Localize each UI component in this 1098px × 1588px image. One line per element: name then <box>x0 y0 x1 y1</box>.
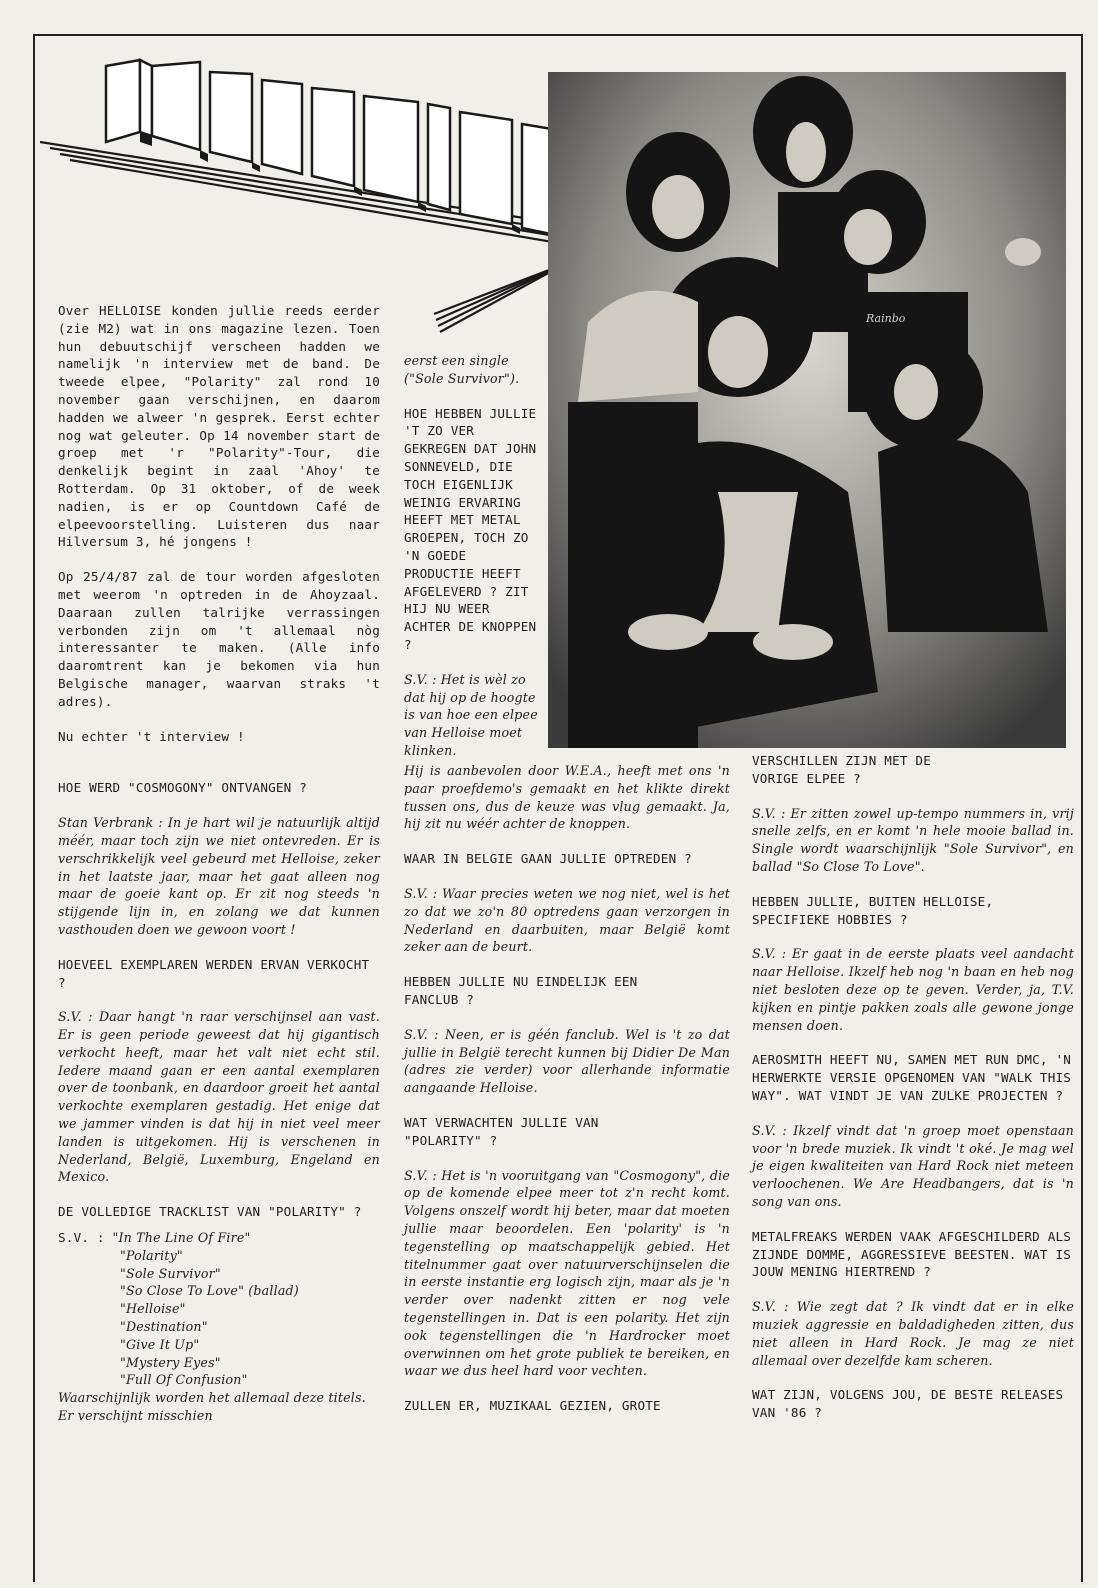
intro-paragraph: Op 25/4/87 zal de tour worden afgesloten met weerom 'n optreden in de Ahoyzaal. Daaraan zullen talrijke verrassingen verbonden zijn om 't allemaal nòg interessanter te maken. (Alle info daaromtrent kan je bekomen via hun Belgische manager, waarvan straks 't adres). <box>58 569 380 709</box>
answer: S.V. : Daar hangt 'n raar verschijnsel aan vast. Er is geen periode geweest dat hij gigantisch verkocht heeft, maar het valt niet echt stil. Iedere maand gaan er een aantal exemplaren over de toonbank, en daardoor groeit het aantal verkochte exemplaren gestadig. Het enige dat we jammer vinden is dat hij in niet veel meer landen is uitgekomen. Hij is verschenen in Nederland, België, Luxemburg, Engeland en Mexico. <box>58 1009 380 1185</box>
intro-paragraph: Over HELLOISE konden jullie reeds eerder (zie M2) wat in ons magazine lezen. Toen hun debuutschijf verscheen hadden we namelijk 'n interview met de band. De tweede elpee, "Polarity" zal rond 10 november gaan verschijnen, en daarom hadden we alweer 'n gesprek. Eerst echter nog wat geleuter. Op 14 november start de groep met 'r "Polarity"-Tour, die denkelijk begint in zaal 'Ahoy' te Rotterdam. Op 31 oktober, of de week nadien, is er op Countdown Café de elpeevoorstelling. Luisteren dus naar Hilversum 3, hé jongens ! <box>58 303 380 550</box>
shirt-text: Rainbo <box>866 312 906 325</box>
question: WAAR IN BELGIE GAAN JULLIE OPTREDEN ? <box>404 851 692 867</box>
question: HEBBEN JULLIE NU EINDELIJK EEN FANCLUB ? <box>404 974 638 1007</box>
answer: S.V. : Waar precies weten we nog niet, wel is het zo dat we zo'n 80 optredens gaan verzorgen in Nederland en daarbuiten, maar België komt zeker aan de beurt. <box>404 885 730 955</box>
answer: Hij is aanbevolen door W.E.A., heeft met ons 'n paar proefdemo's gemaakt en het klikte direkt tussen ons, dus de keuze was vlug gemaakt. Ja, hij zit nu wéér achter de knoppen. <box>404 763 730 832</box>
question: WAT ZIJN, VOLGENS JOU, DE BESTE RELEASES VAN '86 ? <box>752 1387 1064 1421</box>
track-item: "Give It Up" <box>120 1336 200 1352</box>
helloise-logo <box>40 52 625 342</box>
question: AEROSMITH HEEFT NU, SAMEN MET RUN DMC, 'N HERWERKTE VERSIE OPGENOMEN VAN "WALK THIS WAY". WAT VINDT JE VAN ZULKE PROJECTEN ? <box>752 1052 1072 1103</box>
answer: Stan Verbrank : In je hart wil je natuurlijk altijd méér, maar toch zijn we niet ontevreden. Er is verschrikkelijk veel gebeurd met Helloise, zeker in het laatste jaar, maar het gaat alleen nog maar de goeie kant op. Er zit nog steeds 'n stijgende lijn in, en zolang we dat kunnen vasthouden doen we gewoon voort ! <box>58 815 380 937</box>
answer: S.V. : Wie zegt dat ? Ik vindt dat er in elke muziek aggressie en baldadigheden zitten, dus niet alleen in Hard Rock. Je mag ze niet allemaal over dezelfde kam scheren. <box>752 1299 1074 1368</box>
track-item: "Helloise" <box>120 1301 186 1317</box>
answer: S.V. : Er gaat in de eerste plaats veel aandacht naar Helloise. Ikzelf heb nog 'n baan en heb nog niet besloten deze op te geven. Verder, ja, T.V. kijken en pintje pakken zoals alle gewone jonge mensen doen. <box>752 946 1074 1033</box>
column-middle-narrow <box>404 352 542 760</box>
question: METALFREAKS WERDEN VAAK AFGESCHILDERD ALS ZIJNDE DOMME, AGGRESSIEVE BEESTEN. WAT IS JOUW MENING HIERTREND ? <box>752 1228 1072 1280</box>
track-item: "Mystery Eyes" <box>120 1354 221 1370</box>
track-item: "So Close To Love" (ballad) <box>120 1283 299 1299</box>
tracklist <box>58 1229 380 1389</box>
answer: S.V. : Het is wèl zo dat hij op de hoogte is van hoe een elpee van Helloise moet klinken. <box>404 671 538 758</box>
question: ZULLEN ER, MUZIKAAL GEZIEN, GROTE <box>404 1398 661 1414</box>
column-left <box>58 302 380 1442</box>
track-item: "Polarity" <box>120 1247 183 1263</box>
track-item: S.V. : "In The Line Of Fire" <box>58 1230 251 1246</box>
answer: S.V. : Het is 'n vooruitgang van "Cosmogony", die op de komende elpee meer tot z'n recht komt. Volgens onszelf wordt hij beter, maar dat moeten jullie maar beoordelen. Een 'polarity' is 'n tegenstelling op maatschappelijk gebied. Het titelnummer gaat over natuurverschijnselen die in eerste instantie erg logisch zijn, maar als je 'n verder over nadenkt zitten er nog vele tegenstellingen in. Dat is een polarity. Het zijn ook tegenstellingen die 'n Hardrocker moet overwinnen om het grote publiek te bereiken, en waar we dus heel hard voor vechten. <box>404 1167 730 1379</box>
track-item: "Full Of Confusion" <box>120 1372 248 1388</box>
question: VERSCHILLEN ZIJN MET DE VORIGE ELPEE ? <box>752 753 931 786</box>
track-item: "Sole Survivor" <box>120 1265 221 1281</box>
question: DE VOLLEDIGE TRACKLIST VAN "POLARITY" ? <box>58 1204 362 1220</box>
answer: S.V. : Neen, er is géén fanclub. Wel is 't zo dat jullie in België terecht kunnen bij Didier De Man (adres zie verder) voor allerhande informatie aangaande Helloise. <box>404 1026 730 1096</box>
question: HOE WERD "COSMOGONY" ONTVANGEN ? <box>58 780 308 796</box>
band-photo <box>548 72 1066 748</box>
answer: S.V. : Er zitten zowel up-tempo nummers in, vrij snelle zelfs, en er komt 'n hele mooie ballad in. Single wordt waarschijnlijk "Sole Survivor", en ballad "So Close To Love". <box>752 805 1074 874</box>
answer: Waarschijnlijk worden het allemaal deze titels. Er verschijnt misschien <box>58 1390 366 1424</box>
question: WAT VERWACHTEN JULLIE VAN "POLARITY" ? <box>404 1114 599 1148</box>
track-item: "Destination" <box>120 1319 208 1335</box>
intro-paragraph: Nu echter 't interview ! <box>58 728 245 744</box>
question: HEBBEN JULLIE, BUITEN HELLOISE, SPECIFIEKE HOBBIES ? <box>752 893 994 927</box>
answer: S.V. : Ikzelf vindt dat 'n groep moet openstaan voor 'n brede muziek. Ik vindt 't oké. Je mag wel je eigen kwaliteiten van Hard Rock niet meteen verloochenen. We Are Headbangers, dat is 'n song van ons. <box>752 1122 1074 1209</box>
answer-continued: eerst een single ("Sole Survivor"). <box>404 353 520 386</box>
question: HOEVEEL EXEMPLAREN WERDEN ERVAN VERKOCHT ? <box>58 956 370 990</box>
column-middle <box>404 762 730 1432</box>
question: HOE HEBBEN JULLIE 'T ZO VER GEKREGEN DAT JOHN SONNEVELD, DIE TOCH EIGENLIJK WEINIG ERVARING HEEFT MET METAL GROEPEN, TOCH ZO 'N GOEDE PRODUCTIE HEEFT AFGELEVERD ? ZIT HIJ NU WEER ACHTER DE KNOPPEN ? <box>404 405 537 652</box>
column-right <box>752 752 1074 1439</box>
